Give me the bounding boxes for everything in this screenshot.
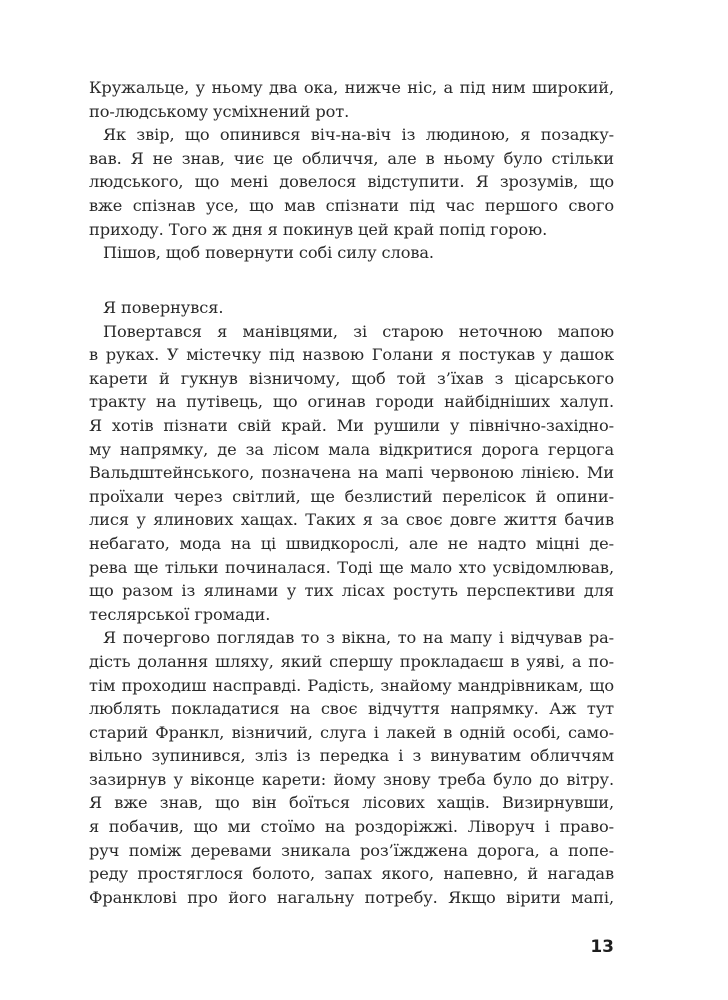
text-line: вже спізнав усе, що мав спізнати під час першого свого — [89, 195, 614, 215]
text-line: руч поміж деревами зникала роз’їжджена дорога, а попе- — [89, 840, 614, 860]
text-line: лися у ялинових хащах. Таких я за своє довге життя бачив — [89, 510, 614, 530]
text-line: проїхали через світлий, ще безлистий перелісок й опини- — [89, 486, 614, 506]
text-line: Вальдштейнського, позначена на мапі червоною лінією. Ми — [89, 463, 614, 483]
text-line: вав. Я не знав, чиє це обличчя, але в ньому було стільки — [89, 148, 614, 168]
text-line: приходу. Того ж дня я покинув цей край попід горою. — [89, 219, 548, 239]
text-line: Я хотів пізнати свій край. Ми рушили у північно-західно- — [89, 415, 614, 435]
text-line: зазирнув у віконце карети: йому знову треба було до вітру. — [89, 769, 614, 789]
text-line: вільно зупинився, зліз із передка і з винуватим обличчям — [89, 746, 614, 766]
text-line: Повертався я манівцями, зі старою неточною мапою — [103, 321, 614, 341]
text-block-second — [89, 296, 614, 909]
text-line: карети й гукнув візничому, щоб той з’їхав з цісарського — [89, 368, 614, 388]
text-line: старий Франкл, візничий, слуга і лакей в одній особі, само- — [89, 722, 614, 742]
page-number: 13 — [590, 937, 614, 957]
text-line: тім проходиш насправді. Радість, знайому мандрівникам, що — [89, 675, 614, 695]
text-line: Франклові про його нагальну потребу. Якщо вірити мапі, — [89, 887, 614, 907]
text-line: я побачив, що ми стоїмо на роздоріжжі. Ліворуч і право- — [89, 817, 614, 837]
text-line: небагато, мода на ці швидкорослі, але не надто міцні де- — [89, 533, 614, 553]
text-line: рева ще тільки починалася. Тоді ще мало хто усвідомлював, — [89, 557, 614, 577]
text-line: Я почергово поглядав то з вікна, то на мапу і відчував ра- — [103, 628, 614, 648]
text-line: люблять покладатися на своє відчуття напрямку. Аж тут — [89, 699, 614, 719]
text-line: реду простяглося болото, запах якого, напевно, й нагадав — [89, 864, 614, 884]
text-line: Кружальце, у ньому два ока, нижче ніс, а під ним широкий, — [89, 78, 614, 97]
text-line: Я повернувся. — [103, 298, 224, 317]
text-line: Я вже знав, що він боїться лісових хащів. Визирнувши, — [89, 793, 614, 813]
text-line: людського, що мені довелося відступити. Я зрозумів, що — [89, 172, 614, 192]
text-line: му напрямку, де за лісом мала відкритися дорога герцога — [89, 439, 614, 459]
text-line: що разом із ялинами у тих лісах ростуть перспективи для — [89, 581, 614, 601]
text-line: Пішов, щоб повернути собі силу слова. — [103, 243, 434, 263]
text-line: дість долання шляху, який спершу прокладаєш в уяві, а по- — [89, 651, 614, 671]
text-block-first — [89, 76, 614, 265]
text-line: в руках. У містечку під назвою Голани я постукав у дашок — [89, 345, 614, 365]
text-line: по-людському усміхнений рот. — [89, 101, 350, 121]
text-line: Як звір, що опинився віч-на-віч із людиною, я позадку- — [103, 125, 614, 145]
text-line: теслярської громади. — [89, 604, 271, 624]
text-line: тракту на путівець, що огинав городи найбідніших халуп. — [89, 392, 614, 412]
